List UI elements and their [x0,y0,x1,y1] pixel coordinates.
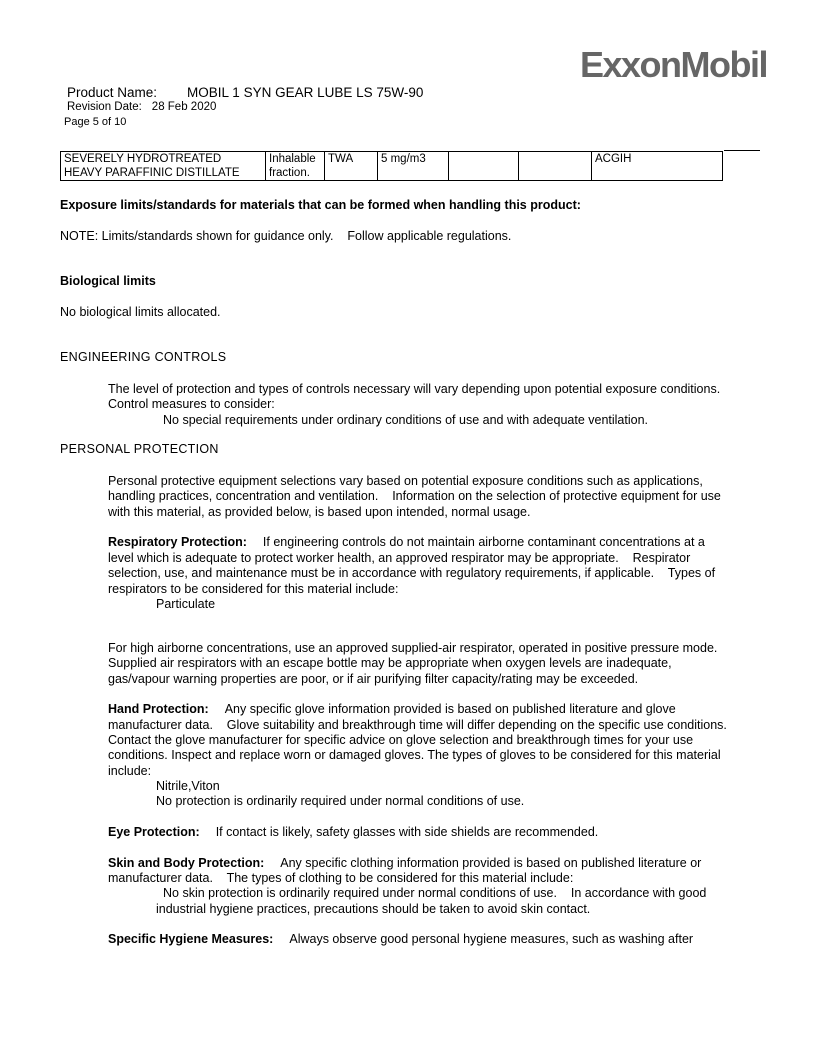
eye-protection: Eye Protection: If contact is likely, safety glasses with side shields are recommended. [108,825,599,839]
engineering-measure: No special requirements under ordinary conditions of use and with adequate ventilation. [163,413,649,427]
hand-line: Contact the glove manufacturer for specific advice on glove selection and breakthrough times for your use [108,733,694,747]
skin-line: manufacturer data. The types of clothing to be considered for this material include: [108,871,574,885]
respiratory-line: selection, use, and maintenance must be in accordance with regulatory requirements, if applicable. Types of [108,566,716,580]
engineering-text-line: The level of protection and types of controls necessary will vary depending upon potential exposure conditions. [108,382,721,396]
respiratory-line: respirators to be considered for this material include: [108,582,399,596]
form-cell: Inhalable fraction. [266,152,325,181]
glove-note: No protection is ordinarily required under normal conditions of use. [156,794,525,808]
limit-type-cell: TWA [325,152,378,181]
hand-protection: Hand Protection: Any specific glove information provided is based on published literature and glove [108,702,676,716]
limit-value-cell: 5 mg/m3 [378,152,449,181]
eye-label: Eye Protection: [108,825,200,839]
page-number: Page 5 of 10 [64,116,127,128]
exxonmobil-logo: ExxonMobil [580,44,768,85]
glove-types: Nitrile,Viton [156,779,220,793]
high-concentration-line: gas/vapour warning properties are poor, or if air purifying filter capacity/rating may be exceeded. [108,672,639,686]
engineering-text-line: Control measures to consider: [108,397,275,411]
biological-limits-text: No biological limits allocated. [60,305,221,319]
revision-label: Revision Date: [67,101,142,113]
product-name-line [67,85,423,100]
revision-line [67,101,216,113]
hand-line: include: [108,764,152,778]
high-concentration-line: Supplied air respirators with an escape bottle may be appropriate when oxygen levels are inadequate, [108,656,672,670]
high-concentration-line: For high airborne concentrations, use an approved supplied-air respirator, operated in positive pressure mode. [108,641,718,655]
hand-line: manufacturer data. Glove suitability and breakthrough time will differ depending on the specific use conditions. [108,718,727,732]
respirator-type: Particulate [156,597,216,611]
intro-line: handling practices, concentration and ventilation. Information on the selection of protective equipment for use [108,489,721,503]
empty-cell [449,152,519,181]
product-name: MOBIL 1 SYN GEAR LUBE LS 75W-90 [187,85,424,100]
skin-line: industrial hygiene practices, precautions should be taken to avoid skin contact. [156,902,591,916]
exposure-note: NOTE: Limits/standards shown for guidance only. Follow applicable regulations. [60,229,512,243]
substance-cell: SEVERELY HYDROTREATED HEAVY PARAFFINIC DISTILLATE [61,152,266,181]
table-top-rule [724,150,760,151]
respiratory-line: level which is adequate to protect worker health, an approved respirator may be appropriate. Respirator [108,551,691,565]
source-cell: ACGIH [592,152,723,181]
empty-cell [519,152,592,181]
respiratory-protection: Respiratory Protection: If engineering controls do not maintain airborne contaminant concentrations at a [108,535,705,549]
engineering-controls-heading: ENGINEERING CONTROLS [60,350,227,364]
biological-limits-heading: Biological limits [60,274,156,288]
hygiene-label: Specific Hygiene Measures: [108,932,274,946]
intro-line: with this material, as provided below, is based upon intended, normal usage. [108,505,531,519]
table-row [61,152,723,181]
hand-label: Hand Protection: [108,702,209,716]
hygiene-measures: Specific Hygiene Measures: Always observe good personal hygiene measures, such as washing after [108,932,694,946]
exposure-heading: Exposure limits/standards for materials that can be formed when handling this product: [60,198,581,212]
personal-protection-heading: PERSONAL PROTECTION [60,442,219,456]
product-name-label: Product Name: [67,85,158,100]
respiratory-label: Respiratory Protection: [108,535,247,549]
hand-line: conditions. Inspect and replace worn or damaged gloves. The types of gloves to be considered for this material [108,748,721,762]
skin-protection: Skin and Body Protection: Any specific clothing information provided is based on published literature or [108,856,702,870]
exposure-limits-table [60,151,723,181]
skin-line: No skin protection is ordinarily required under normal conditions of use. In accordance with good [163,886,707,900]
skin-label: Skin and Body Protection: [108,856,265,870]
revision-date: 28 Feb 2020 [151,101,217,113]
intro-line: Personal protective equipment selections vary based on potential exposure conditions such as applications, [108,474,703,488]
